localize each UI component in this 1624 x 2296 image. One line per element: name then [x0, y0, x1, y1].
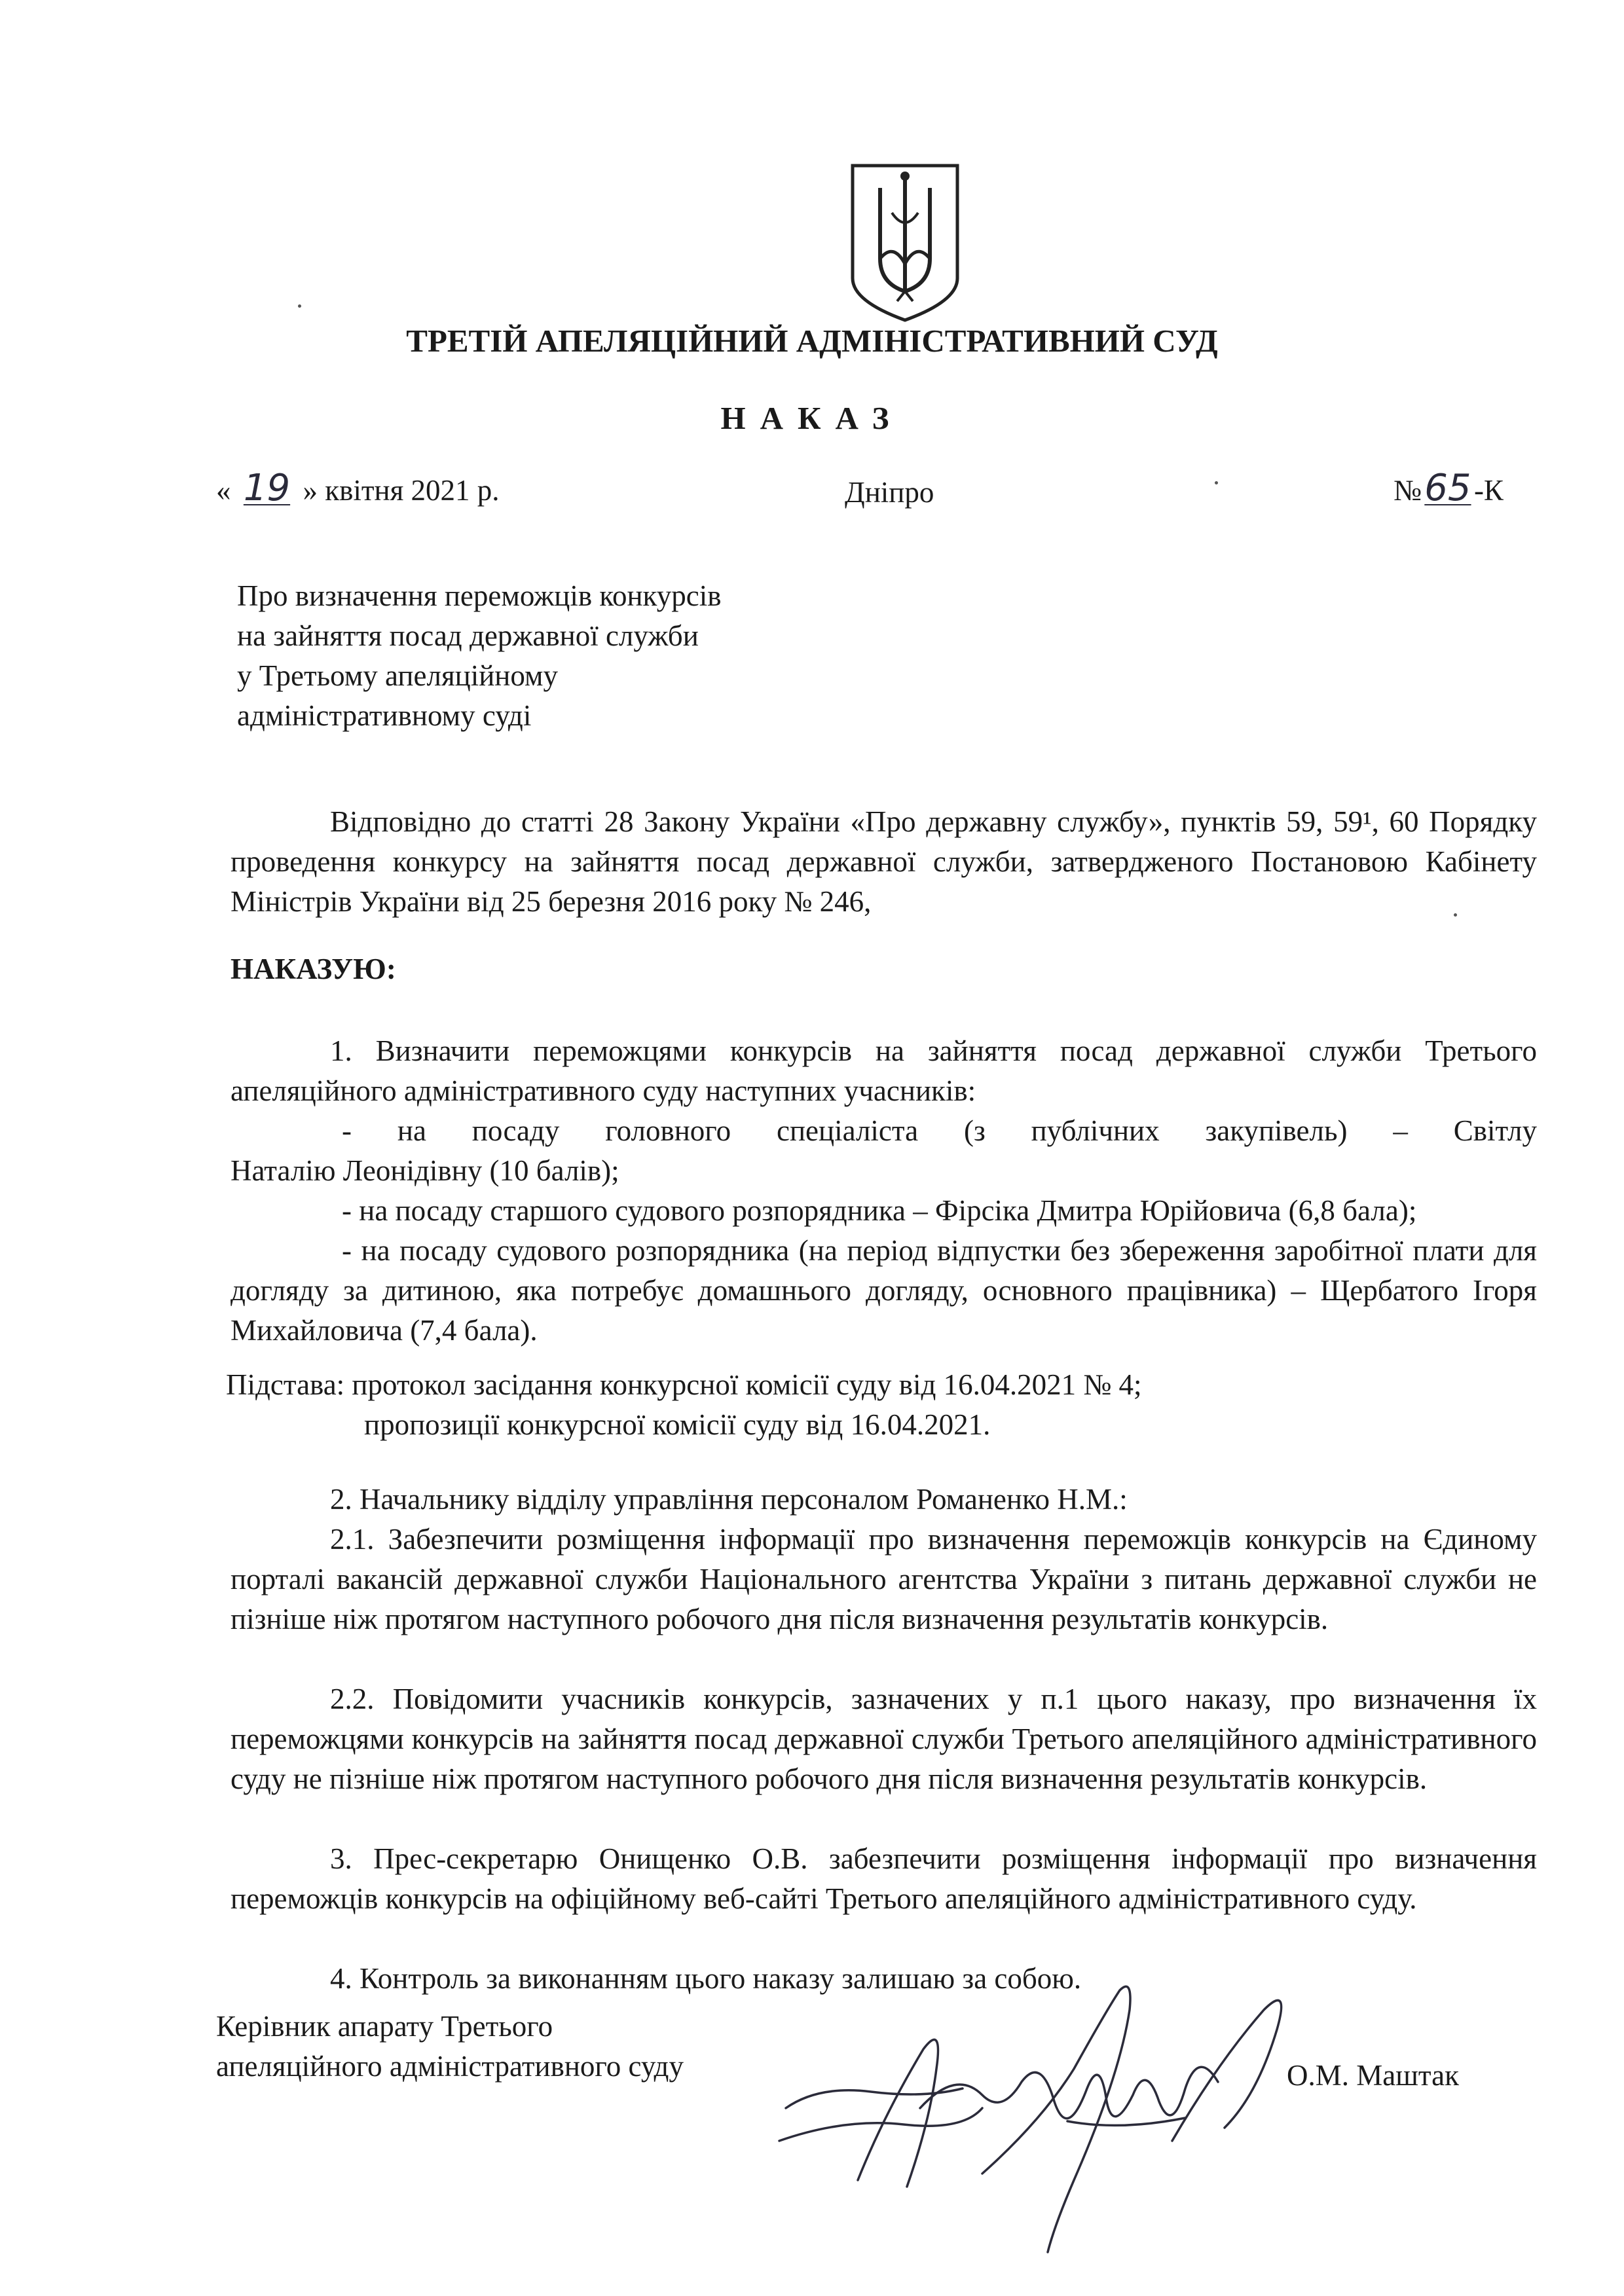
signatory-title-line2: апеляційного адміністративного суду [216, 2050, 684, 2083]
item-2: 2. Начальнику відділу управління персоналом Романенко Н.М.: [330, 1483, 1128, 1516]
number-sign: № [1393, 474, 1422, 507]
item-1a-line2: Наталію Леонідівну (10 балів); [231, 1154, 619, 1187]
item-2-1: 2.1. Забезпечити розміщення інформації про визначення переможців конкурсів на Єдиному порталі вакансій державної служби Національного агентства України з питань державної служби не пізніше ніж протягом наступного робочого дня після визначення результатів конкурсів. [231, 1523, 1537, 1635]
order-city: Дніпро [845, 476, 934, 509]
order-date [216, 468, 500, 511]
signatory-name: О.М. Маштак [1287, 2059, 1459, 2092]
number-suffix: -К [1473, 474, 1504, 507]
order-number [1393, 468, 1504, 511]
subject-line: у Третьому апеляційному [237, 659, 559, 692]
handwritten-day: 19 [243, 467, 291, 509]
document-type: НАКАЗ [720, 400, 904, 436]
order-word: НАКАЗУЮ: [231, 953, 396, 985]
item-2-2: 2.2. Повідомити учасників конкурсів, зазначених у п.1 цього наказу, про визначення їх переможцями конкурсів на зайняття посад державної служби Третього апеляційного адміністративного суду не пізніше ніж протягом наступного робочого дня після визначення результатів конкурсів. [231, 1683, 1537, 1795]
preamble: Відповідно до статті 28 Закону України «Про державну службу», пунктів 59, 59¹, 60 Порядку проведення конкурсу на зайняття посад державної служби, затвердженого Постановою Кабінету Міністрів України від 25 березня 2016 року № 246, [231, 805, 1537, 918]
basis-line1: Підстава: протокол засідання конкурсної комісії суду від 16.04.2021 № 4; [226, 1368, 1142, 1401]
item-1a-line1: - на посаду головного спеціаліста (з публічних закупівель) – Світлу [342, 1114, 1537, 1147]
date-quote-open: « [216, 474, 231, 507]
signatory-title-line1: Керівник апарату Третього [216, 2010, 553, 2043]
court-name: ТРЕТІЙ АПЕЛЯЦІЙНИЙ АДМІНІСТРАТИВНИЙ СУД [406, 323, 1218, 359]
scan-speck [298, 304, 301, 308]
subject-line: адміністративному суді [237, 699, 532, 732]
basis-line2: пропозиції конкурсної комісії суду від 16.04.2021. [364, 1408, 991, 1441]
item-1c: - на посаду судового розпорядника (на період відпустки без збереження заробітної плати для догляду за дитиною, яка потребує домашнього догляду, основного працівника) – Щербатого Ігоря Михайловича (7,4 бала). [231, 1234, 1537, 1347]
item-1b: - на посаду старшого судового розпорядника – Фірсіка Дмитра Юрійовича (6,8 бала); [342, 1194, 1417, 1227]
date-month-year: » квітня 2021 р. [303, 474, 500, 507]
subject-line: Про визначення переможців конкурсів [237, 579, 722, 612]
handwritten-number: 65 [1424, 467, 1471, 509]
signatory-title [216, 2007, 684, 2086]
order-subject [237, 576, 957, 736]
handwritten-signature [766, 1971, 1303, 2259]
coat-of-arms-icon [846, 160, 964, 324]
item-4: 4. Контроль за виконанням цього наказу залишаю за собою. [330, 1962, 1082, 1995]
scan-speck [1215, 481, 1218, 484]
item-3: 3. Прес-секретарю Онищенко О.В. забезпечити розміщення інформації про визначення переможців конкурсів на офіційному веб-сайті Третього апеляційного адміністративного суду. [231, 1842, 1537, 1915]
scan-speck [1454, 913, 1457, 917]
subject-line: на зайняття посад державної служби [237, 619, 699, 652]
item-1: 1. Визначити переможцями конкурсів на зайняття посад державної служби Третього апеляційного адміністративного суду наступних учасників: [231, 1034, 1537, 1107]
